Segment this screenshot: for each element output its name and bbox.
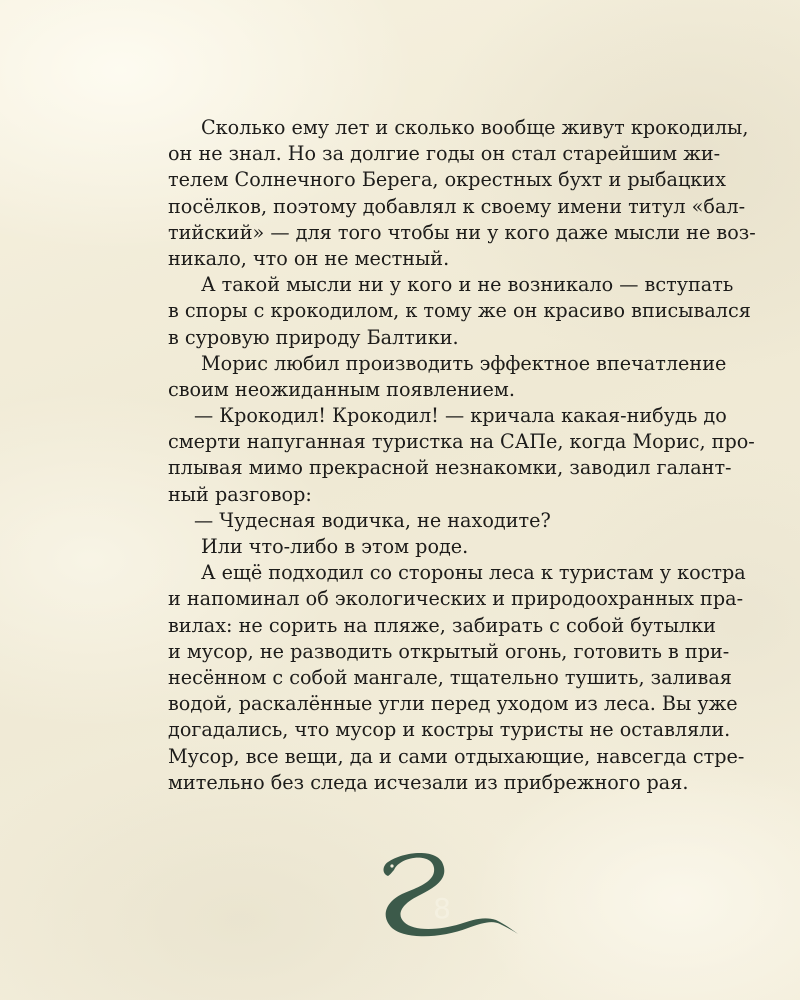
text-line: телем Солнечного Берега, окрестных бухт и рыбацких xyxy=(168,168,726,192)
text-line: догадались, что мусор и костры туристы не оставляли. xyxy=(168,718,731,742)
text-line: Морис любил производить эффектное впечатление xyxy=(201,351,727,375)
text-line: водой, раскалённые угли перед уходом из леса. Вы уже xyxy=(168,692,738,716)
page-number: 8 xyxy=(433,892,451,925)
text-line: Или что-либо в этом роде. xyxy=(201,535,469,558)
text-line: ный разговор: xyxy=(168,482,312,506)
dialogue-line: — Крокодил! Крокодил! — кричала какая-нибудь до xyxy=(194,404,727,428)
text-line: своим неожиданным появлением. xyxy=(168,377,515,401)
text-line: Мусор, все вещи, да и сами отдыхающие, навсегда стре- xyxy=(168,744,745,768)
text-line: и мусор, не разводить открытый огонь, готовить в при- xyxy=(168,639,730,663)
text-line: плывая мимо прекрасной незнакомки, заводил галант- xyxy=(168,456,732,480)
text-line: посёлков, поэтому добавлял к своему имени титул «бал- xyxy=(168,194,746,218)
text-line: А такой мысли ни у кого и не возникало — вступать xyxy=(201,273,734,297)
text-line: смерти напуганная туристка на САПе, когда Морис, про- xyxy=(168,430,755,454)
text-line: вилах: не сорить на пляже, забирать с собой бутылки xyxy=(168,613,716,637)
dialogue-line: — Чудесная водичка, не находите? xyxy=(194,508,551,532)
text-line: никало, что он не местный. xyxy=(168,246,450,270)
text-line: в суровую природу Балтики. xyxy=(168,325,459,349)
text-line: Сколько ему лет и сколько вообще живут крокодилы, xyxy=(201,116,749,139)
text-line: несённом с собой мангале, тщательно тушить, заливая xyxy=(168,665,732,689)
text-line: мительно без следа исчезали из прибрежного рая. xyxy=(168,770,689,794)
text-line: А ещё подходил со стороны леса к туристам у костра xyxy=(201,561,746,585)
text-line: и напоминал об экологических и природоохранных пра- xyxy=(168,587,744,611)
text-line: тийский» — для того чтобы ни у кого даже мысли не воз- xyxy=(168,220,756,244)
text-line: он не знал. Но за долгие годы он стал старейшим жи- xyxy=(168,142,721,166)
text-line: в споры с крокодилом, к тому же он красиво вписывался xyxy=(168,299,751,323)
body-text xyxy=(168,115,756,796)
